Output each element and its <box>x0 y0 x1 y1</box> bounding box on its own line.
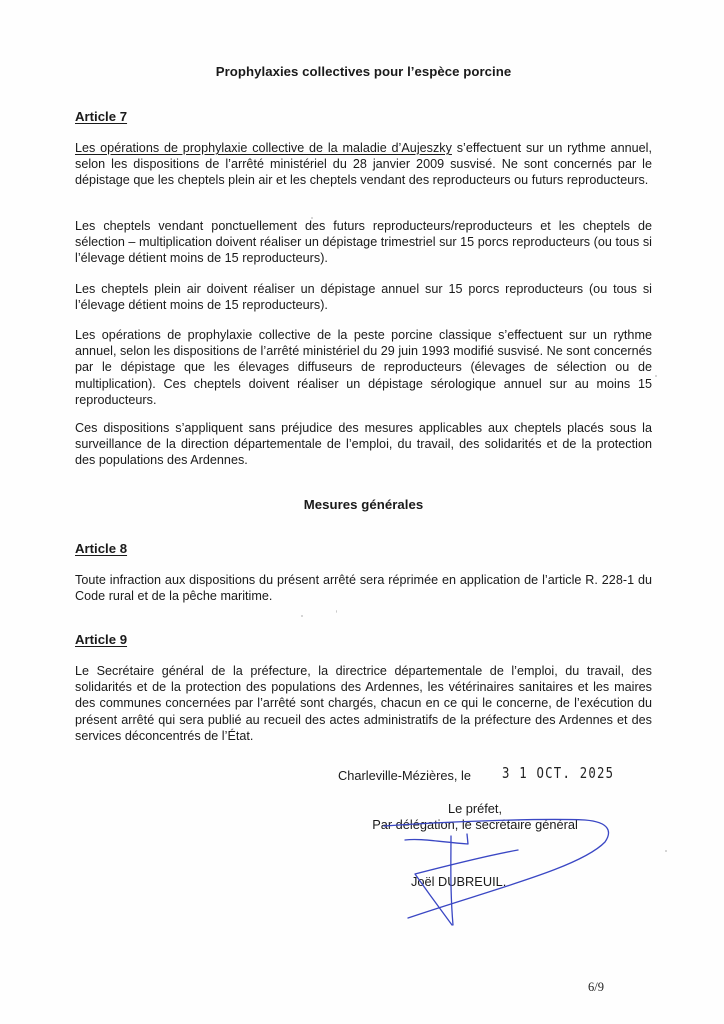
handwritten-signature-icon <box>380 810 630 930</box>
article-9-paragraph-1: Le Secrétaire général de la préfecture, la directrice départementale de l’emploi, du travail, des solidarités et de la protection des populations des Ardennes, les vétérinaires sanitaires et les maires des communes concernées par l’arrêté sont chargés, chacun en ce qui le concerne, de l’exécution du présent arrêté qui sera publié au recueil des actes administratifs de la préfecture des Ardennes et des services déconcentrés de l’État. <box>75 664 652 743</box>
scan-speck <box>301 615 303 617</box>
delegation-line: Par délégation, le secrétaire général <box>372 817 578 832</box>
article-7-paragraph-2: Les cheptels vendant ponctuellement des futurs reproducteurs/reproducteurs et les cheptels de sélection – multiplication doivent réaliser un dépistage trimestriel sur 15 porcs reproducteurs (ou tous si l’élevage détient moins de 15 reproducteurs). <box>75 219 652 266</box>
signatory-title: Le préfet, <box>447 801 503 816</box>
scan-speck <box>665 850 667 852</box>
article-9-heading: Article 9 <box>75 632 128 647</box>
scan-speck <box>336 610 337 613</box>
article-7-paragraph-4: Les opérations de prophylaxie collective de la peste porcine classique s’effectuent sur un rythme annuel, selon les dispositions de l’arrêté ministériel du 29 juin 1993 modifié susvisé. Ne sont concernés par le dépistage que les élevages diffuseurs de reproducteurs (élevages de sélection ou de multiplication). Ces cheptels doivent réaliser un dépistage sérologique annuel sur au moins 15 reproducteurs. <box>75 328 652 407</box>
article-7-paragraph-1 <box>75 140 652 189</box>
scan-speck <box>655 375 657 377</box>
section-title-mesures-generales: Mesures générales <box>303 497 424 512</box>
article-7-paragraph-1-text: s’effectuent sur un rythme annuel, selon les dispositions de l’arrêté ministériel du 28 janvier 2009 susvisé. Ne sont concernés par le dépistage que les cheptels plein air et les cheptels vendant des reproducteurs ou futurs reproducteurs. <box>75 141 652 188</box>
signer-name: Joël DUBREUIL. <box>411 874 507 889</box>
article-8-heading: Article 8 <box>75 541 128 556</box>
date-stamp: 3 1 OCT. 2025 <box>502 764 615 782</box>
place-and-date-label: Charleville-Mézières, le <box>338 768 471 783</box>
article-7-paragraph-3: Les cheptels plein air doivent réaliser un dépistage annuel sur 15 porcs reproducteurs (ou tous si l’élevage détient moins de 15 reproducteurs). <box>75 282 652 313</box>
page-number: 6/9 <box>588 980 604 994</box>
scan-speck <box>311 217 313 219</box>
article-8-paragraph-1: Toute infraction aux dispositions du présent arrêté sera réprimée en application de l’article R. 228-1 du Code rural et de la pêche maritime. <box>75 573 652 604</box>
article-7-paragraph-5: Ces dispositions s’appliquent sans préjudice des mesures applicables aux cheptels placés sous la surveillance de la direction départementale de l’emploi, du travail, des solidarités et de la protection des populations des Ardennes. <box>75 421 652 468</box>
aujeszky-underlined-phrase: Les opérations de prophylaxie collective de la maladie d’Aujeszky <box>75 141 452 155</box>
section-title-prophylaxies: Prophylaxies collectives pour l’espèce porcine <box>215 64 512 79</box>
article-7-heading: Article 7 <box>75 109 128 124</box>
